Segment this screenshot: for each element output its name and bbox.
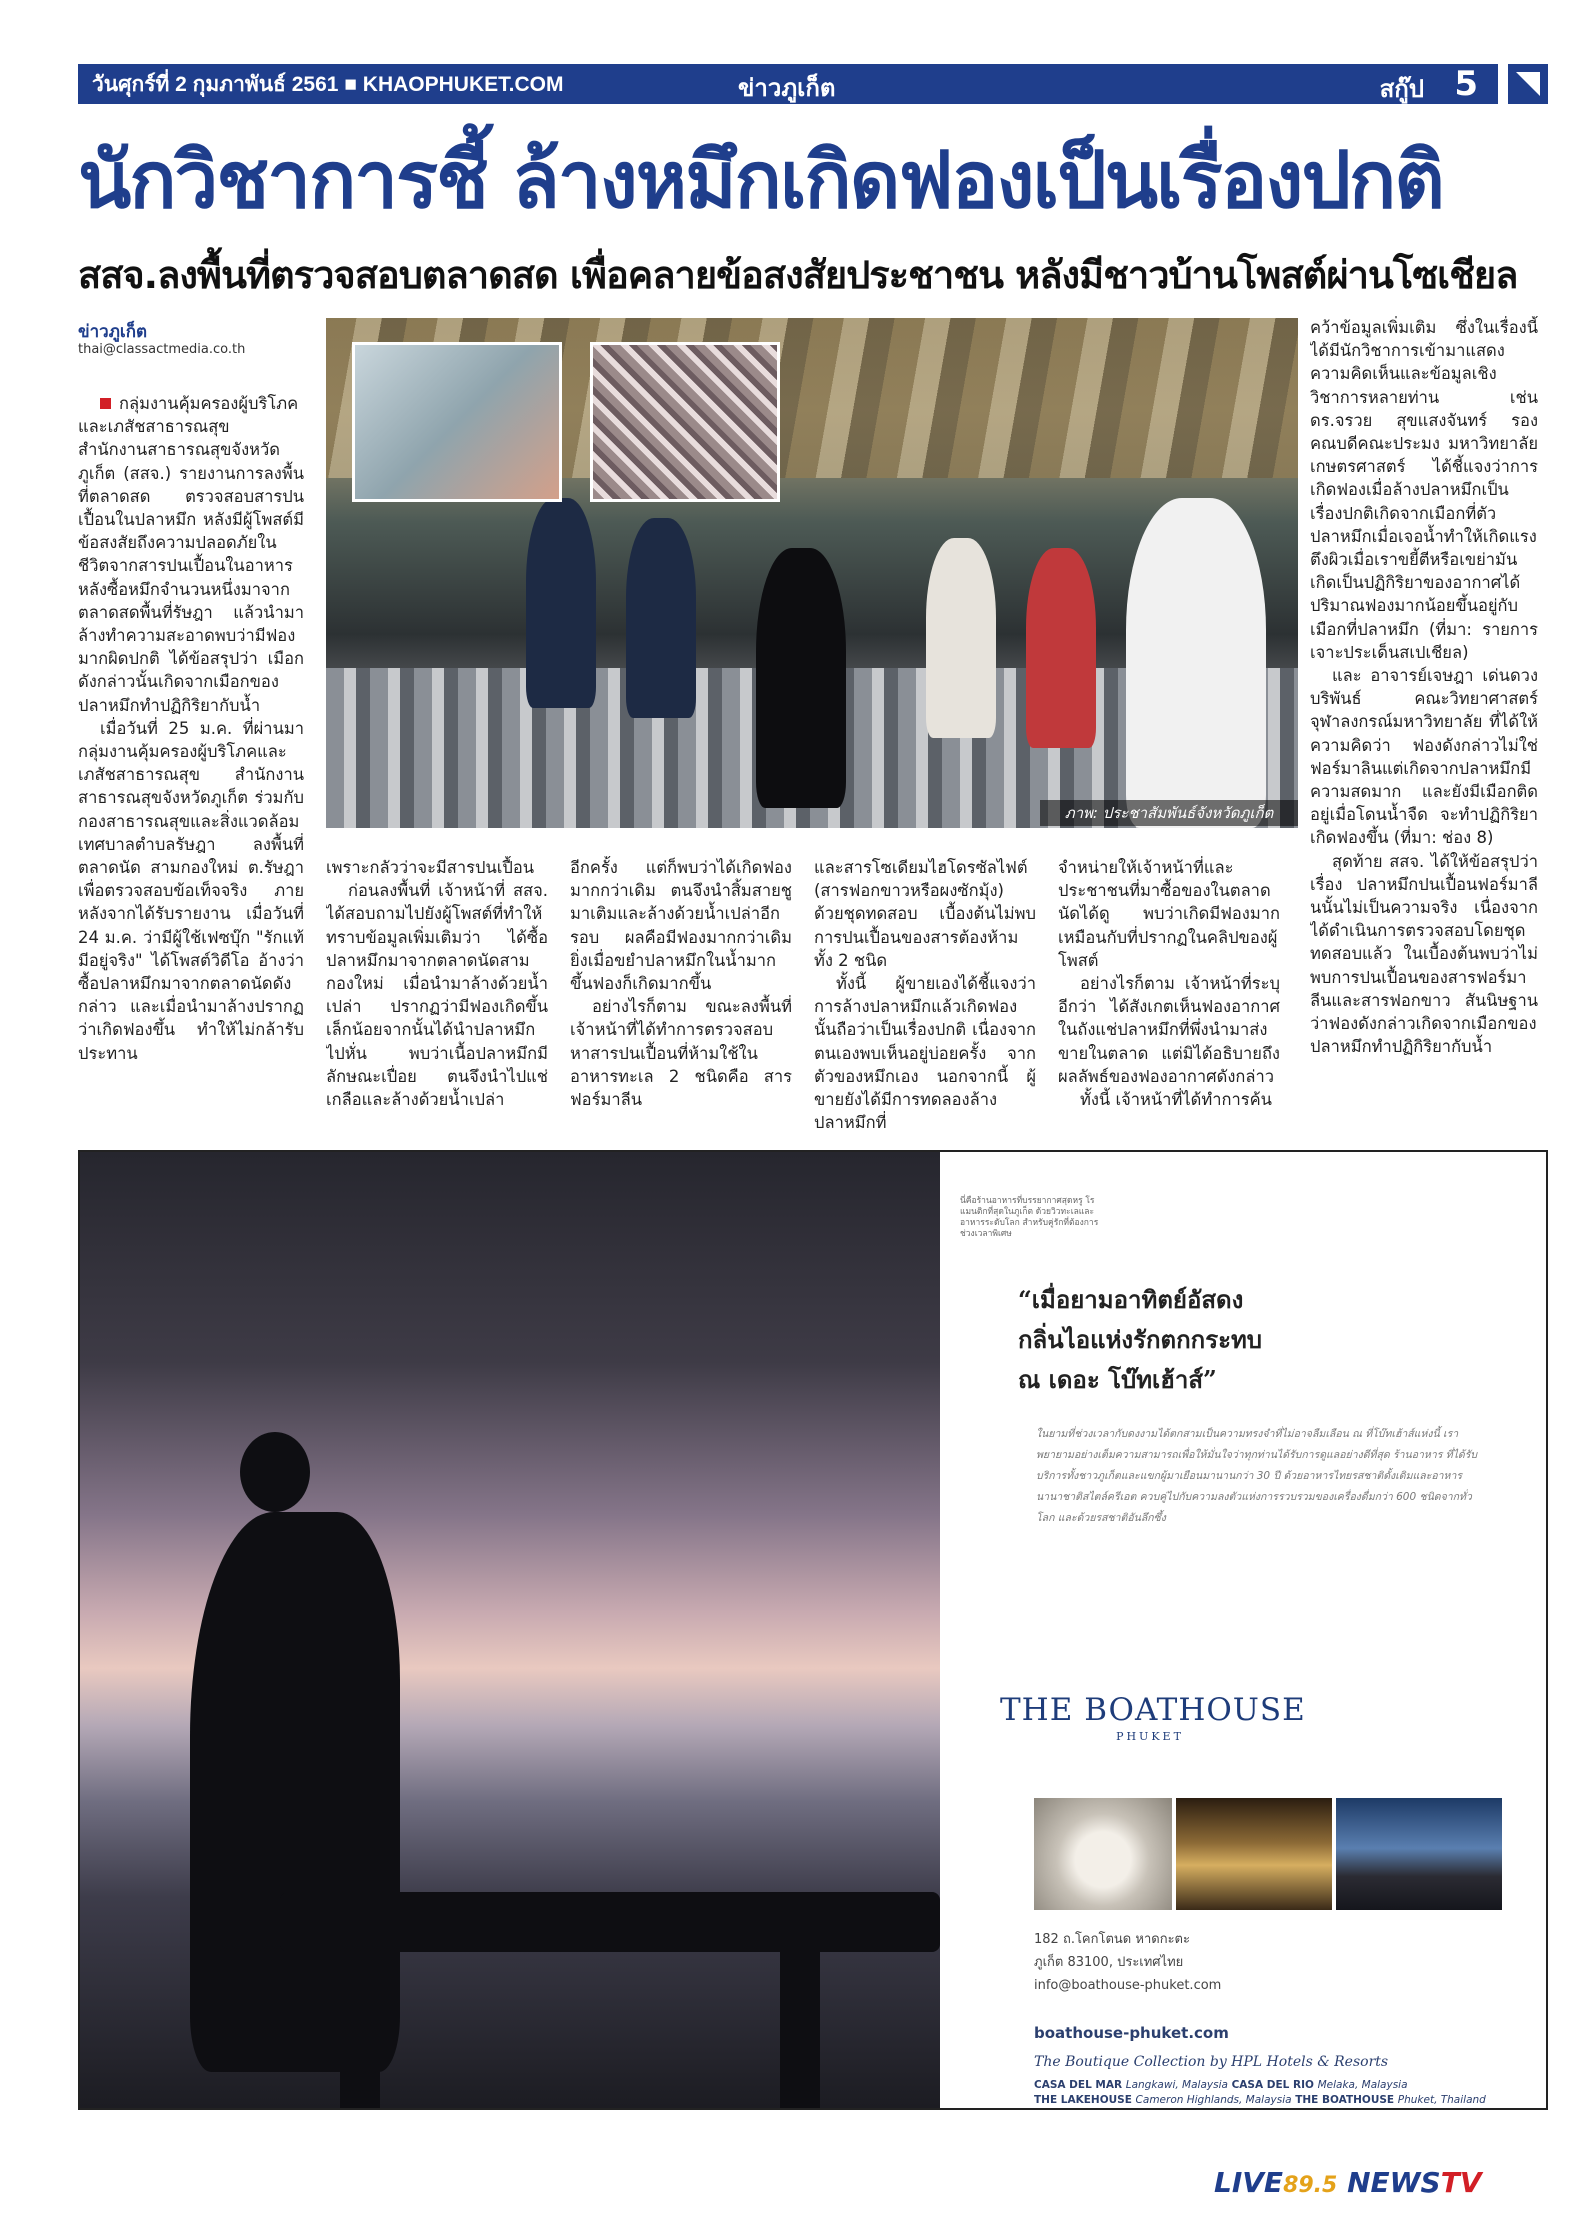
ad-title-line: กลิ่นไอแห่งรักตกกระทบ (1018, 1325, 1263, 1354)
ad-hotels-list (1034, 2078, 1534, 2108)
page-number: 5 (1454, 64, 1478, 104)
byline: ข่าวภูเก็ต (78, 322, 148, 342)
ad-address-line: 182 ถ.โคกโตนด หาดกะตะ (1034, 1932, 1190, 1947)
column-paragraph: คว้าข้อมูลเพิ่มเติม ซึ่งในเรื่องนี้ได้มีนักวิชาการเข้ามาแสดงความคิดเห็นและข้อมูลเชิงวิชาการหลายท่าน เช่น ดร.จรวย สุขแสงจันทร์ รองคณบดีคณะประมง มหาวิทยาลัยเกษตรศาสตร์ ได้ชี้แจงว่าการเกิดฟองเมื่อล้างปลาหมึกเป็นเรื่องปกติเกิดจากเมือกที่ตัวปลาหมึกเมื่อเจอน้ำทำให้เกิดแรงตึงผิวเมื่อเราขยี้ตีหรือเขย่ามันเกิดเป็นปฏิกิริยาของอากาศได้ปริมาณฟองมากน้อยขึ้นอยู่กับเมือกที่ปลาหมึก (ที่มา: รายการ เจาะประเด็นสเปเชียล) (1310, 318, 1538, 662)
hotel-location: Melaka, Malaysia (1317, 2079, 1408, 2091)
ad-title-line: ณ เดอะ โบ๊ทเฮ้าส์” (1018, 1365, 1217, 1394)
ad-collection: The Boutique Collection by HPL Hotels & Resorts (1034, 2054, 1389, 2070)
page-header-bar (78, 64, 1498, 104)
article-column-2 (326, 856, 548, 1150)
hotel-name: THE LAKEHOUSE (1034, 2094, 1132, 2106)
boathouse-logo: THE BOATHOUSE (1000, 1692, 1306, 1728)
ad-thumb-building (1336, 1798, 1502, 1910)
radio-frequency: 89.5 (1283, 2173, 1338, 2198)
newspaper-logo: ข่าวภูเก็ต (738, 73, 836, 102)
column-paragraph: และสารโซเดียมไฮโดรซัลไฟต์ (สารฟอกขาวหรือผงซักมุ้ง) ด้วยชุดทดสอบ เบื้องต้นไม่พบการปนเปื้อนของสารต้องห้ามทั้ง 2 ชนิด (814, 858, 1036, 970)
column-paragraph: อย่างไรก็ตาม ขณะลงพื้นที่ เจ้าหน้าที่ได้ทำการตรวจสอบหาสารปนเปื้อนที่ห้ามใช้ในอาหารทะเล 2 ชนิดคือ สารฟอร์มาลีน (570, 997, 792, 1110)
news-tv-logo: NEWS (1347, 2166, 1441, 2199)
ad-body-text: ในยามที่ช่วงเวลากับดงงามได้ตกสามเป็นความทรงจำที่ไม่อาจลืมเลือน ณ ที่โบ๊ทเฮ้าส์แห่งนี้ เราพยายามอย่างเต็มความสามารถเพื่อให้มั่นใจว่าทุกท่านได้รับการดูแลอย่างดีที่สุด ร้านอาหาร ที่ได้รับบริการทั้งชาวภูเก็ตและแขกผู้มาเยือนมานานกว่า 30 ปี ด้วยอาหารไทยรสชาติดั้งเดิมและอาหารนานาชาติสไตล์ครีเอต ควบคู่ไปกับความลงตัวแห่งการรวบรวมของเครื่องดื่มกว่า 600 ชนิดจากทั่วโลก และด้วยรสชาติอันลึกซึ้ง (1036, 1428, 1478, 1524)
article-headline: นักวิชาการชี้ ล้างหมึกเกิดฟองเป็นเรื่องปกติ (78, 136, 1443, 226)
official-figure (526, 498, 596, 708)
photo-inset-washing (352, 342, 562, 502)
official-figure (1126, 498, 1266, 828)
hotel-location: Phuket, Thailand (1397, 2094, 1486, 2106)
column-paragraph: สุดท้าย สสจ. ได้ให้ข้อสรุปว่าเรื่อง ปลาหมึกปนเปื้อนฟอร์มาลีนนั้นไม่เป็นความจริง เนื่องจากได้ดำเนินการตรวจสอบโดยชุดทดสอบแล้ว ในเบื้องต้นพบว่าไม่พบการปนเปื้อนของสารฟอร์มาลีนและสารฟอกขาว สันนิษฐานว่าฟองดังกล่าวเกิดจากเมือกของปลาหมึกทำปฏิกิริยากับน้ำ (1310, 851, 1538, 1057)
waitress-silhouette (240, 1432, 310, 1512)
ad-sunset-photo (80, 1152, 940, 2108)
ad-title (1018, 1280, 1458, 1400)
article-subhead: สสจ.ลงพื้นที่ตรวจสอบตลาดสด เพื่อคลายข้อสงสัยประชาชน หลังมีชาวบ้านโพสต์ผ่านโซเชียล (78, 253, 1518, 297)
article-column-3 (570, 856, 792, 1150)
live-radio-logo: LIVE (1214, 2166, 1284, 2199)
boathouse-logo-sub: PHUKET (1116, 1730, 1184, 1743)
column-paragraph: ทั้งนี้ ผู้ขายเองได้ชี้แจงว่า การล้างปลาหมึกแล้วเกิดฟองนั้นถือว่าเป็นเรื่องปกติ เนื่องจากตนเองพบเห็นอยู่บ่อยครั้ง จากตัวของหมึกเอง นอกจากนี้ ผู้ขายยังได้มีการทดลองล้างปลาหมึกที่ (814, 974, 1036, 1133)
column-paragraph: กลุ่มงานคุ้มครองผู้บริโภคและเภสัชสาธารณสุข สำนักงานสาธารณสุขจังหวัดภูเก็ต (สสจ.) รายงานการลงพื้นที่ตลาดสด ตรวจสอบสารปนเปื้อนในปลาหมึก หลังมีผู้โพสต์มีข้อสงสัยถึงความปลอดภัยในชีวิตจากสารปนเปื้อนในอาหาร หลังซื้อหมึกจำนวนหนึ่งมาจากตลาดสดพื้นที่รัษฎา แล้วนำมาล้างทำความสะอาดพบว่ามีฟองมากผิดปกติ ได้ข้อสรุปว่า เมือกดังกล่าวนั้นเกิดจากเมือกของปลาหมึกทำปฏิกิริยากับน้ำ (78, 394, 304, 715)
byline-email: thai@classactmedia.co.th (78, 342, 246, 357)
corner-arrow-icon (1508, 64, 1548, 104)
issue-date: วันศุกร์ที่ 2 กุมภาพันธ์ 2561 ■ KHAOPHUKET.COM (92, 72, 564, 96)
hotel-name: CASA DEL RIO (1231, 2079, 1314, 2091)
article-column-5 (1058, 856, 1280, 1150)
photo-inset-squid (590, 342, 780, 502)
section-name: สกู๊ป (1379, 75, 1424, 103)
photo-caption: ภาพ: ประชาสัมพันธ์จังหวัดภูเก็ต (1040, 800, 1298, 826)
ad-thumb-dish (1034, 1798, 1172, 1910)
column-paragraph: อย่างไรก็ตาม เจ้าหน้าที่ระบุอีกว่า ได้สังเกตเห็นฟองอากาศในถังแช่ปลาหมึกที่พึ่งนำมาส่งขายในตลาด แต่มิได้อธิบายถึงผลลัพธ์ของฟองอากาศดังกล่าว (1058, 974, 1280, 1086)
column-paragraph: และ อาจารย์เจษฎา เด่นดวงบริพันธ์ คณะวิทยาศาสตร์ จุฬาลงกรณ์มหาวิทยาลัย ที่ได้ให้ความคิดว่า ฟองดังกล่าวไม่ใช่ฟอร์มาลินแต่เกิดจากปลาหมึกมีความสดมาก และยังมีเมือกติดอยู่เมื่อโดนน้ำจืด จะทำปฏิกิริยาเกิดฟองขึ้น (ที่มา: ช่อง 8) (1310, 666, 1538, 848)
ad-blurb-text: นี่คือร้านอาหารที่บรรยากาศสุดหรู โรแมนติกที่สุดในภูเก็ต ด้วยวิวทะเลและอาหารระดับโลก สำหรับคู่รักที่ต้องการช่วงเวลาพิเศษ (960, 1196, 1099, 1239)
ad-address (1034, 1928, 1334, 1997)
column-paragraph: จำหน่ายให้เจ้าหน้าที่และประชาชนที่มาซื้อของในตลาดนัดได้ดู พบว่าเกิดมีฟองมาก เหมือนกับที่ปรากฏในคลิปของผู้โพสต์ (1058, 858, 1280, 970)
table-silhouette (340, 1952, 380, 2108)
column-paragraph: เมื่อวันที่ 25 ม.ค. ที่ผ่านมา กลุ่มงานคุ้มครองผู้บริโภคและเภสัชสาธารณสุข สำนักงานสาธารณสุขจังหวัดภูเก็ต ร่วมกับกองสาธารณสุขและสิ่งแวดล้อม เทศบาลตำบลรัษฎา ลงพื้นที่ตลาดนัด สามกองใหม่ ต.รัษฎา เพื่อตรวจสอบข้อเท็จจริง ภายหลังจากได้รับรายงาน เมื่อวันที่ 24 ม.ค. ว่ามีผู้ใช้เฟซบุ๊ก "รักแท้มีอยู่จริง" ได้โพสต์วิดีโอ อ้างว่าซื้อปลาหมึกมาจากตลาดนัดดังกล่าว และเมื่อนำมาล้างปรากฏว่าเกิดฟองขึ้น ทำให้ไม่กล้ารับประทาน (78, 718, 304, 1063)
column-paragraph: เพราะกลัวว่าจะมีสารปนเปื้อน (326, 858, 535, 877)
article-column-6 (1310, 316, 1538, 1150)
column-paragraph: ทั้งนี้ เจ้าหน้าที่ได้ทำการค้น (1080, 1090, 1272, 1110)
table-silhouette (280, 1892, 940, 1952)
article-column-4 (814, 856, 1036, 1150)
hotel-name: CASA DEL MAR (1034, 2079, 1123, 2091)
ad-website: boathouse-phuket.com (1034, 2024, 1229, 2042)
table-silhouette (780, 1952, 820, 2108)
column-paragraph: อีกครั้ง แต่ก็พบว่าได้เกิดฟองมากกว่าเดิม ตนจึงนำสิ้มสายชูมาเติมและล้างด้วยน้ำเปล่าอีกรอบ ผลคือมีฟองมากกว่าเดิม ยิ่งเมื่อขยำปลาหมึกในน้ำมากขึ้นฟองก็เกิดมากขึ้น (570, 858, 792, 994)
news-tv-logo-suffix: TV (1440, 2166, 1482, 2199)
official-figure (626, 518, 696, 718)
vendor-figure (756, 548, 846, 808)
column-paragraph: ก่อนลงพื้นที่ เจ้าหน้าที่ สสจ. ได้สอบถามไปยังผู้โพสต์ที่ทำให้ทราบข้อมูลเพิ่มเติมว่า ได้ซื้อปลาหมึกมาจากตลาดนัดสามกองใหม่ เมื่อนำมาล้างด้วยน้ำเปล่า ปรากฏว่ามีฟองเกิดขึ้นเล็กน้อยจากนั้นได้นำปลาหมึกไปหั่น พบว่าเนื้อปลาหมึกมีลักษณะเปื่อย ตนจึงนำไปแช่เกลือและล้างด้วยน้ำเปล่า (326, 881, 548, 1110)
ad-thumb-restaurant (1176, 1798, 1332, 1910)
lead-bullet-icon (100, 398, 111, 409)
hotel-name: THE BOATHOUSE (1295, 2094, 1395, 2106)
ad-address-line: ภูเก็ต 83100, ประเทศไทย (1034, 1955, 1184, 1970)
article-column-1 (78, 392, 304, 1150)
hotel-location: Cameron Highlands, Malaysia (1135, 2094, 1292, 2106)
hotel-location: Langkawi, Malaysia (1125, 2079, 1228, 2091)
ad-email: info@boathouse-phuket.com (1034, 1978, 1222, 1993)
footer-media-logos (1214, 2166, 1544, 2202)
official-figure (1026, 548, 1096, 748)
official-figure (926, 538, 996, 738)
ad-title-line: “เมื่อยามอาทิตย์อัสดง (1018, 1285, 1244, 1314)
